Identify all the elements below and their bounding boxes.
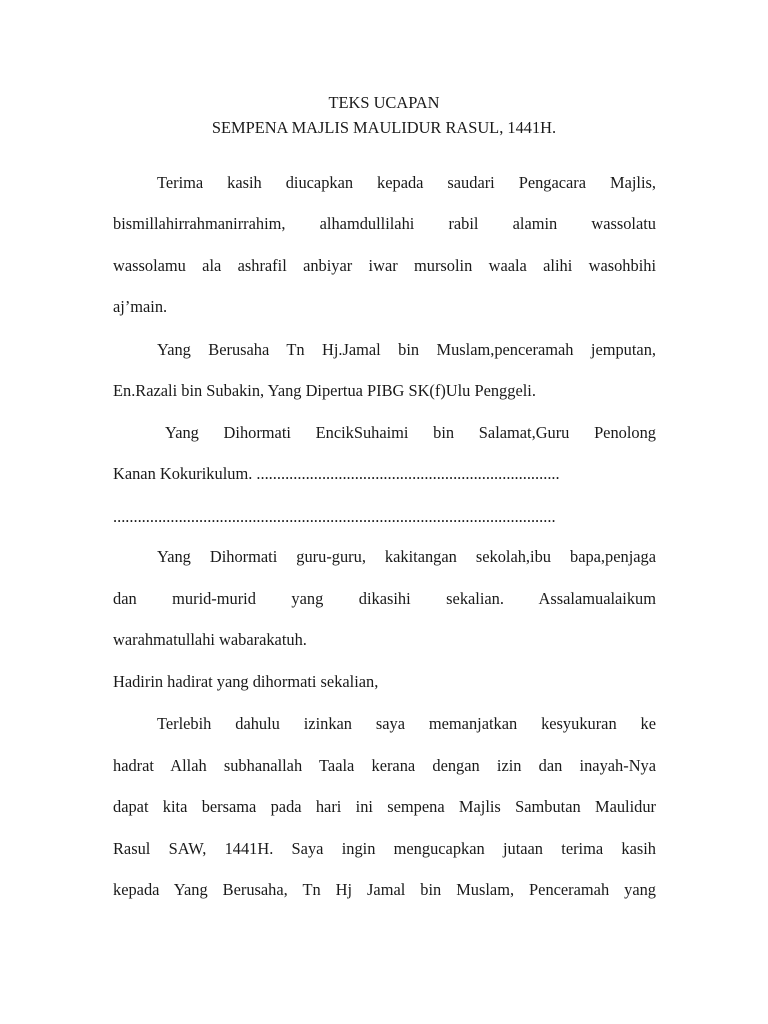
text-line: aj’main. (113, 297, 168, 316)
text-line: Yang Berusaha Tn Hj.Jamal bin Muslam,penceramah jemputan, (157, 340, 656, 359)
text-line: Hadirin hadirat yang dihormati sekalian, (113, 672, 379, 691)
text-line: Kanan Kokurikulum. .......................................................................... (113, 464, 560, 483)
text-line: Rasul SAW, 1441H. Saya ingin mengucapkan jutaan terima kasih (113, 839, 656, 858)
text-line: Terima kasih diucapkan kepada saudari Pengacara Majlis, (157, 173, 656, 192)
text-line: Yang Dihormati EncikSuhaimi bin Salamat,Guru Penolong (165, 423, 656, 442)
document-title: TEKS UCAPAN (328, 93, 440, 112)
text-line: En.Razali bin Subakin, Yang Dipertua PIBG SK(f)Ulu Penggeli. (113, 381, 536, 400)
text-line: kepada Yang Berusaha, Tn Hj Jamal bin Muslam, Penceramah yang (113, 880, 656, 899)
text-line: bismillahirrahmanirrahim, alhamdullilahi rabil alamin wassolatu (113, 214, 656, 233)
text-line: wassolamu ala ashrafil anbiyar iwar mursolin waala alihi wasohbihi (113, 256, 656, 275)
text-line: Terlebih dahulu izinkan saya memanjatkan kesyukuran ke (157, 714, 656, 733)
text-line: ............................................................................................................ (113, 507, 556, 526)
text-line: Yang Dihormati guru-guru, kakitangan sekolah,ibu bapa,penjaga (157, 547, 656, 566)
text-line: hadrat Allah subhanallah Taala kerana dengan izin dan inayah-Nya (113, 756, 656, 775)
text-line: dan murid-murid yang dikasihi sekalian. Assalamualaikum (113, 589, 656, 608)
text-line: warahmatullahi wabarakatuh. (113, 630, 307, 649)
document-subtitle: SEMPENA MAJLIS MAULIDUR RASUL, 1441H. (211, 118, 557, 137)
text-line: dapat kita bersama pada hari ini sempena Majlis Sambutan Maulidur (113, 797, 656, 816)
